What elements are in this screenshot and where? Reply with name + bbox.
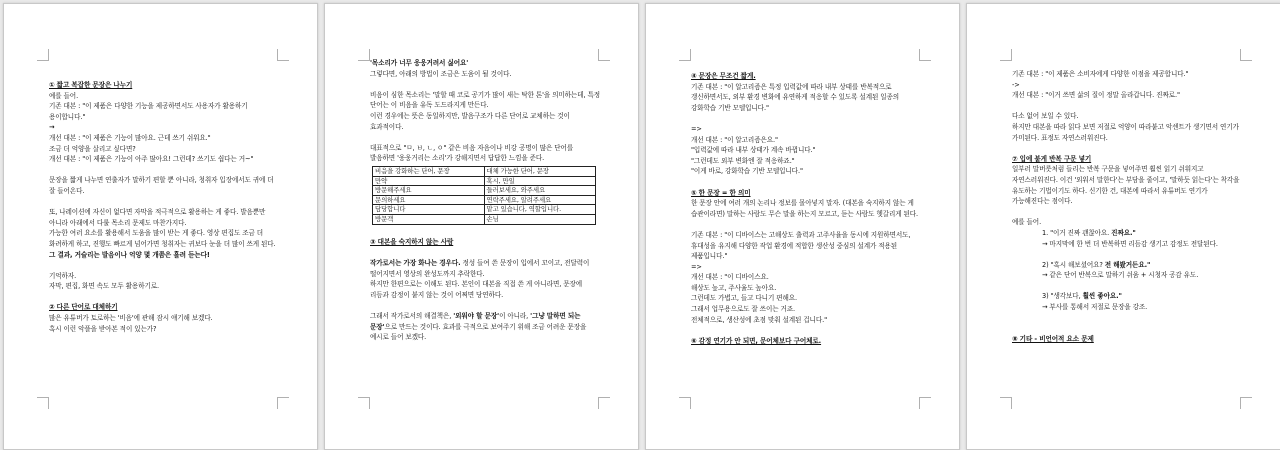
section-heading: ⑥ 감정 연기가 안 되면, 문어체보다 구어체로. <box>691 336 822 345</box>
paragraph: "그런데도 외부 변화엔 잘 적응하죠." <box>691 156 795 165</box>
paragraph <box>370 311 600 343</box>
table-row <box>373 176 596 186</box>
paragraph: 예를 들어. <box>49 91 79 100</box>
example-explanation: → 부사를 통해서 저절로 문장을 강조. <box>1042 303 1148 312</box>
table-cell: 손님 <box>484 214 596 224</box>
table-cell: 혹시, 만일 <box>484 176 596 186</box>
blank-line <box>691 113 921 124</box>
blank-line <box>1012 207 1242 218</box>
example-item <box>1012 291 1242 302</box>
emphasis-text: '외워야 할 문장' <box>453 312 500 321</box>
margin-mark-top-left <box>37 49 49 61</box>
emphasis-text: 그 결과, 거슬리는 발음이나 억양 몇 개쯤은 흘려 듣는다! <box>49 250 210 259</box>
paragraph: 그렇다면, 아래의 방법이 조금은 도움이 될 것이다. <box>370 69 512 78</box>
paragraph: 하지만 한편으로는 이해도 된다. 본인이 대본을 직접 쓴 게 아니라면, 문장에 리듬과 감정이 붙지 않는 것이 어쩌면 당연하다. <box>370 280 583 300</box>
paragraph: 하지만 대본을 따라 읽다 보면 저절로 억양이 따라붙고 악센트가 생기면서 연기가 가미된다. 표정도 자연스러워진다. <box>1012 122 1239 142</box>
paragraph-text: 3) "생각보다, <box>1042 292 1083 301</box>
paragraph: 자막, 편집, 화면 속도 모두 활용하기로. <box>49 282 160 291</box>
arrow-line: => <box>691 262 702 271</box>
margin-mark-bottom-right <box>598 397 610 409</box>
paragraph: 또, 나레이션에 자신이 없다면 자막을 적극적으로 활용하는 게 좋다. 발음뿐만 아니라 아래에서 다룰 목소리 문제도 마찬가지다. <box>49 208 266 227</box>
section-heading: ③ 대본을 숙지하지 않는 사람 <box>370 238 454 247</box>
document-page-4 <box>966 3 1280 450</box>
paragraph: 기존 대본 : "이 디바이스는 고해상도 출력과 고주사율을 동시에 지원하면서도, 휴대성을 유지해 다양한 작업 환경에 적합한 생산성 중심의 설계가 적용된 제품입니다." <box>691 230 911 261</box>
table-cell: 방문객 <box>373 214 485 224</box>
margin-mark-bottom-left <box>358 397 370 409</box>
table-header-cell: 비음을 강화하는 단어, 문장 <box>373 166 485 176</box>
margin-mark-bottom-right <box>277 397 289 409</box>
table-header-row <box>373 166 596 176</box>
paragraph: 이런 경우에는 뜻은 동일하지만, 발음구조가 다른 단어로 교체하는 것이 효과적이다. <box>370 111 570 131</box>
blank-line <box>370 301 600 312</box>
paragraph: 다소 없어 보일 수 있다. <box>1012 112 1079 121</box>
paragraph: 조금 더 억양을 살리고 싶다면? <box>49 144 136 153</box>
document-page-2 <box>324 3 639 450</box>
paragraph-text: 이 아니라, <box>499 312 531 321</box>
margin-mark-top-right <box>277 49 289 61</box>
paragraph: 비음이 심한 목소리는 '말할 때 코로 공기가 많이 새는 탁한 톤'을 의미하는데, 특정 단어는 이 비음을 유독 도드라지게 만든다. <box>370 90 600 110</box>
paragraph: "이게 바로, 강화학습 기반 모델입니다." <box>691 167 803 176</box>
blank-line <box>691 325 921 336</box>
emphasis-text: 작가로서는 가장 화나는 경우다. <box>370 259 461 268</box>
blank-line <box>370 248 600 259</box>
table-cell: 연락주세요, 알려주세요 <box>484 195 596 205</box>
margin-mark-bottom-left <box>679 397 691 409</box>
blank-line <box>370 79 600 90</box>
paragraph: 개선 대본 : "이 제품은 기능이 많아요. 근데 쓰기 쉬워요." <box>49 133 211 142</box>
emphasis-text: '그냥 말하면 되는 문장' <box>370 312 581 331</box>
paragraph: "입력값에 따라 내부 상태가 계속 바뀝니다." <box>691 146 816 155</box>
blank-line <box>1012 249 1242 260</box>
page-body[interactable] <box>1012 69 1242 344</box>
paragraph <box>49 228 279 260</box>
document-page-3 <box>645 3 960 450</box>
blank-line <box>49 260 279 271</box>
blank-line <box>49 292 279 303</box>
paragraph: 그래서 업무용으로도 잘 쓰이는 거죠. <box>691 305 796 314</box>
margin-mark-top-right <box>919 49 931 61</box>
page-body[interactable] <box>691 71 921 346</box>
page-body[interactable] <box>49 80 279 334</box>
paragraph <box>370 258 600 279</box>
example-item <box>1012 260 1242 271</box>
paragraph: 혹시 이런 악플을 받아본 적이 있는가? <box>49 324 157 333</box>
paragraph: 문장을 짧게 나누면 연출자가 말하기 편할 뿐 아니라, 청취자 입장에서도 귀에 더 잘 들어온다. <box>49 176 274 195</box>
blank-line <box>1012 313 1242 324</box>
blank-line <box>49 165 279 176</box>
margin-mark-bottom-right <box>919 397 931 409</box>
paragraph: 기존 대본 : "이 제품은 소비자에게 다양한 이점을 제공합니다." <box>1012 70 1189 78</box>
blank-line <box>691 219 921 230</box>
table-cell: 문의하세요 <box>373 195 485 205</box>
blank-line <box>370 227 600 238</box>
arrow-line: => <box>691 124 702 133</box>
example-explanation: → 마지막에 한 번 더 반복하면 리듬감 생기고 감정도 전달된다. <box>1042 239 1218 248</box>
paragraph-text: 2) "혹시 해보셨어요? <box>1042 260 1105 269</box>
blank-line <box>1012 281 1242 292</box>
document-page-1 <box>3 3 318 450</box>
page-body[interactable] <box>370 58 600 343</box>
table-cell: 담당합니다 <box>373 205 485 215</box>
table-cell: 들러보세요, 와주세요 <box>484 186 596 196</box>
section-heading: ① 짧고 복잡한 문장은 나누기 <box>49 81 133 89</box>
table-cell: 만약 <box>373 176 485 186</box>
margin-mark-bottom-right <box>1240 397 1252 409</box>
emphasis-text: 전 해봤거든요." <box>1104 260 1151 269</box>
margin-mark-top-left <box>358 49 370 61</box>
arrow-line: -> <box>1012 80 1020 89</box>
paragraph: 개선 대본 : "이 디바이스요. <box>691 273 769 282</box>
paragraph-text: 그래서 작가로서의 해결책은, <box>370 312 454 321</box>
emphasis-text: 훨씬 좋아요." <box>1082 292 1122 301</box>
paragraph-text: 으로 만드는 것이다. 효과를 극적으로 보여주기 위해 조금 어려운 문장을 예시로 들어 보겠다. <box>370 322 587 342</box>
paragraph: 해상도 높고, 주사율도 높아요. <box>691 283 777 292</box>
paragraph-text: 가능한 여러 요소를 활용해서 도움을 많이 받는 게 좋다. 영상 편집도 조금 더 화려하게 하고, 진행도 빠르게 넘어가면 청취자는 귀보다 눈을 더 많이 쓰게 된다. <box>49 229 276 248</box>
margin-mark-top-right <box>1240 49 1252 61</box>
section-heading: ⑤ 한 문장 = 한 의미 <box>691 188 751 197</box>
table-row <box>373 205 596 215</box>
table-cell: 방문해주세요 <box>373 186 485 196</box>
paragraph: 기존 대본 : "이 제품은 다양한 기능을 제공하면서도 사용자가 활용하기 용이합니다." <box>49 102 248 121</box>
paragraph: 개선 대본 : "이 제품은 기능이 아주 많아요! 그런데? 쓰기도 쉽다는 거~" <box>49 155 254 164</box>
paragraph: 그런데도 가볍고, 들고 다니기 편해요. <box>691 294 798 303</box>
blank-line <box>370 132 600 143</box>
blank-line <box>691 177 921 188</box>
table-row <box>373 195 596 205</box>
margin-mark-top-left <box>679 49 691 61</box>
margin-mark-bottom-left <box>37 397 49 409</box>
paragraph: 많은 유튜버가 토로하는 '비음'에 관해 잠시 얘기해 보겠다. <box>49 314 213 323</box>
paragraph: 기존 대본 : "이 알고리즘은 특정 입력값에 따라 내부 상태를 반복적으로 갱신하면서도, 외부 환경 변화에 유연하게 적응할 수 있도록 설계된 일종의 강화학습 기반 모델입니다." <box>691 82 900 112</box>
section-heading: ④ 문장은 무조건 짧게. <box>691 72 756 80</box>
paragraph: 일부러 말버릇처럼 들리는 반복 구문을 넣어주면 훨씬 읽기 쉬워지고 자연스러워진다. 이건 '외워서 말한다'는 부담을 줄이고, '말하듯 읽는다'는 착각을 유도하는 기법이기도 하다. 신기한 건, 대본에 따라서 유튜버도 연기가 가능해진다는 점이다. <box>1012 165 1240 206</box>
paragraph-text: 정성 들여 쓴 문장이 입에서 꼬이고, 전달력이 떨어지면서 영상의 완성도까지 추락한다. <box>370 259 590 278</box>
margin-mark-bottom-left <box>1000 397 1012 409</box>
paragraph: 기억하자. <box>49 271 77 280</box>
word-replacement-table <box>372 166 596 225</box>
table-row <box>373 214 596 224</box>
arrow-line: → <box>49 123 55 132</box>
blank-line <box>49 197 279 208</box>
table-row <box>373 186 596 196</box>
example-explanation: → 같은 단어 반복으로 말하기 쉬움 + 시청자 공감 유도. <box>1042 271 1199 280</box>
blank-line <box>1012 101 1242 112</box>
section-heading: ② 다른 단어로 대체하기 <box>49 303 118 312</box>
example-item <box>1012 228 1242 239</box>
paragraph-text: 1. "이거 진짜 괜찮아요. <box>1042 228 1112 237</box>
blank-line <box>1012 323 1242 334</box>
margin-mark-top-left <box>1000 49 1012 61</box>
paragraph: 예를 들어. <box>1012 218 1042 227</box>
emphasis-text: 진짜요." <box>1111 228 1136 237</box>
section-heading: ⑧ 기타 - 비언어적 요소 문제 <box>1012 334 1094 343</box>
paragraph: 대표적으로 "ㅁ, ㅂ, ㄴ, ㅇ" 같은 비음 자음이나 비강 공명이 많은 단어를 발음하면 '웅웅거리는 소리'가 강해지면서 답답한 느낌을 준다. <box>370 143 574 163</box>
table-cell: 맡고 있습니다, 역할입니다. <box>484 205 596 215</box>
paragraph: 개선 대본 : "이 알고리즘은요." <box>691 135 778 144</box>
quote-line: '목소리가 너무 웅웅거려서 싫어요' <box>370 59 469 67</box>
paragraph: 한 문장 안에 여러 개의 논리나 정보를 몰아넣지 말자. (대본을 숙지하지 않는 게 습관이라면) 말하는 사람도 무슨 말을 하는지 모르고, 듣는 사람도 헷갈리게 된다. <box>691 199 919 218</box>
table-header-cell: 대체 가능한 단어, 문장 <box>484 166 596 176</box>
blank-line <box>1012 143 1242 154</box>
paragraph: 전체적으로, 생산성에 초점 맞춰 설계된 겁니다." <box>691 315 828 324</box>
paragraph: 개선 대본 : "이거 쓰면 삶의 질이 정말 올라갑니다. 진짜로." <box>1012 91 1180 100</box>
section-heading: ⑦ 입에 붙게 반복 구문 넣기 <box>1012 154 1092 163</box>
